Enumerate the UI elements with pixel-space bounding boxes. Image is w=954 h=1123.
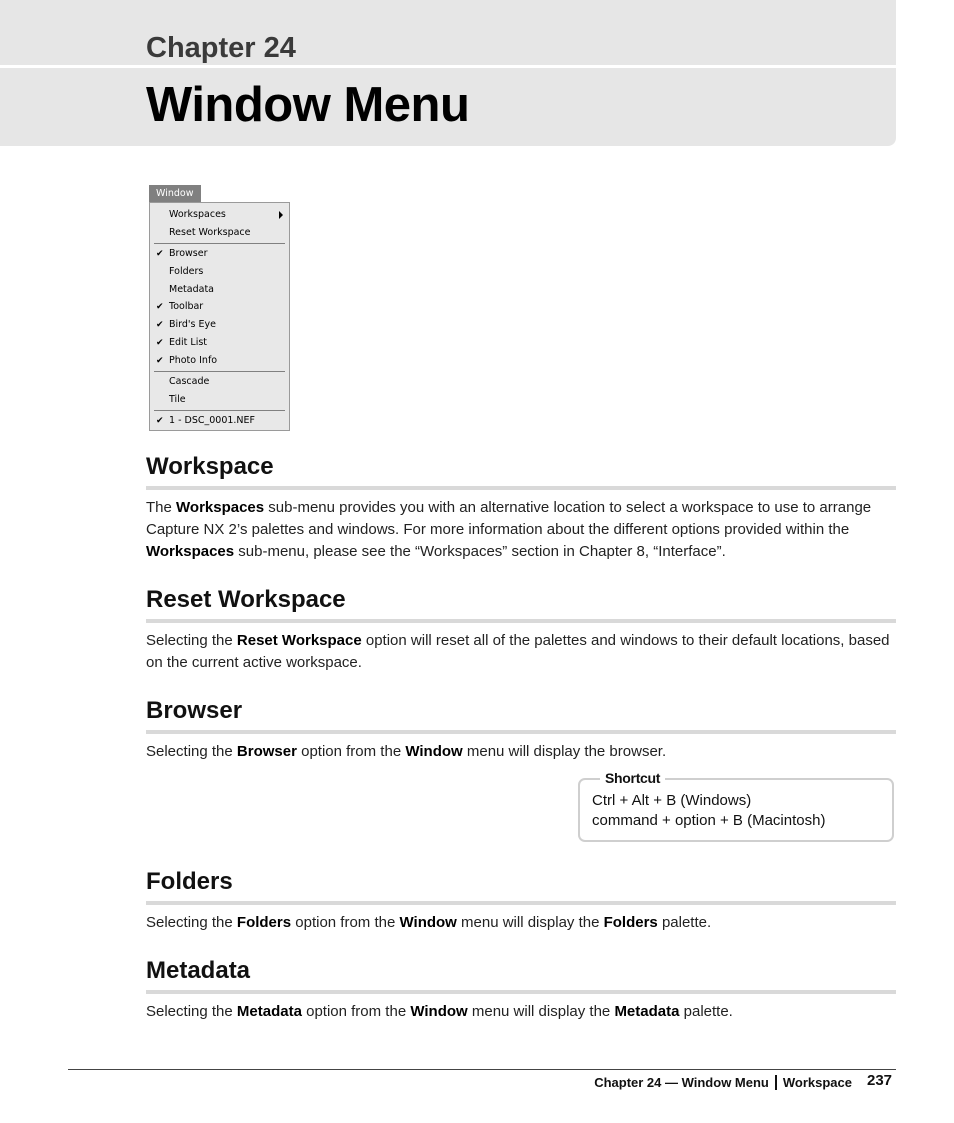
menu-item-label: Cascade — [169, 376, 210, 387]
menu-title[interactable]: Window — [149, 185, 201, 202]
chapter-label: Chapter 24 — [146, 32, 296, 64]
folders-paragraph: Selecting the Folders option from the Window menu will display the Folders palette. — [146, 914, 712, 931]
shortcut-box — [578, 770, 894, 842]
section-heading-folders: Folders — [146, 868, 233, 895]
menu-item-workspaces[interactable] — [150, 207, 289, 223]
shortcut-windows: Ctrl + Alt + B (Windows) — [592, 792, 752, 809]
menu-item-label: Folders — [169, 266, 204, 277]
section-rule — [146, 619, 896, 623]
shortcut-label: Shortcut — [600, 769, 665, 787]
checkmark-icon: ✔ — [156, 416, 164, 426]
workspace-paragraph: The Workspaces sub-menu provides you with an alternative location to select a workspace to use to arrange Capture NX 2’s palettes and windows. For more information about the different options provided within the Workspaces sub-menu, please see the “Workspaces” section in Chapter 8, “Interface”. — [146, 499, 872, 560]
menu-item-tile[interactable] — [150, 392, 289, 408]
menu-panel — [149, 202, 290, 431]
menu-separator — [154, 371, 285, 372]
menu-item-label: Edit List — [169, 337, 208, 348]
submenu-arrow-icon — [279, 211, 283, 219]
menu-separator — [154, 410, 285, 411]
header-divider — [0, 65, 896, 68]
section-heading-metadata: Metadata — [146, 957, 251, 984]
section-rule — [146, 486, 896, 490]
page-title: Window Menu — [146, 78, 470, 132]
menu-item-photo-info[interactable] — [150, 353, 289, 369]
checkmark-icon: ✔ — [156, 338, 164, 348]
checkmark-icon: ✔ — [156, 356, 164, 366]
menu-item-toolbar[interactable] — [150, 299, 289, 315]
menu-item-edit-list[interactable] — [150, 335, 289, 351]
menu-separator — [154, 243, 285, 244]
browser-paragraph: Selecting the Browser option from the Window menu will display the browser. — [146, 743, 667, 760]
footer-breadcrumb — [594, 1074, 852, 1092]
section-heading-browser: Browser — [146, 697, 243, 724]
menu-item-reset-workspace[interactable] — [150, 225, 289, 241]
menu-item-label: 1 - DSC_0001.NEF — [169, 415, 256, 426]
menu-item-label: Workspaces — [169, 209, 226, 220]
menu-item-open-image[interactable] — [150, 413, 289, 429]
menu-item-label: Bird's Eye — [169, 319, 216, 330]
menu-item-label: Toolbar — [169, 301, 204, 312]
checkmark-icon: ✔ — [156, 320, 164, 330]
menu-item-cascade[interactable] — [150, 374, 289, 390]
section-rule — [146, 901, 896, 905]
section-rule — [146, 990, 896, 994]
checkmark-icon: ✔ — [156, 249, 164, 259]
page-number: 237 — [867, 1072, 893, 1089]
section-rule — [146, 730, 896, 734]
menu-item-metadata[interactable] — [150, 282, 289, 298]
menu-item-folders[interactable] — [150, 264, 289, 280]
menu-item-label: Browser — [169, 248, 208, 259]
footer-chapter: Chapter 24 — Window Menu — [594, 1075, 769, 1090]
menu-item-birds-eye[interactable] — [150, 317, 289, 333]
menu-item-label: Tile — [169, 394, 186, 405]
footer-section: Workspace — [782, 1075, 852, 1090]
menu-item-label: Metadata — [169, 284, 214, 295]
menu-item-label: Reset Workspace — [169, 227, 251, 238]
footer-rule — [68, 1069, 896, 1070]
reset-workspace-paragraph: Selecting the Reset Workspace option will reset all of the palettes and windows to their default locations, based on the current active workspace. — [146, 632, 890, 671]
section-heading-workspace: Workspace — [146, 453, 274, 480]
metadata-paragraph: Selecting the Metadata option from the Window menu will display the Metadata palette. — [146, 1003, 733, 1020]
checkmark-icon: ✔ — [156, 302, 164, 312]
section-heading-reset-workspace: Reset Workspace — [146, 586, 346, 613]
menu-item-browser[interactable] — [150, 246, 289, 262]
footer-separator — [775, 1075, 777, 1090]
shortcut-macintosh: command + option + B (Macintosh) — [592, 812, 826, 829]
menu-item-label: Photo Info — [169, 355, 218, 366]
